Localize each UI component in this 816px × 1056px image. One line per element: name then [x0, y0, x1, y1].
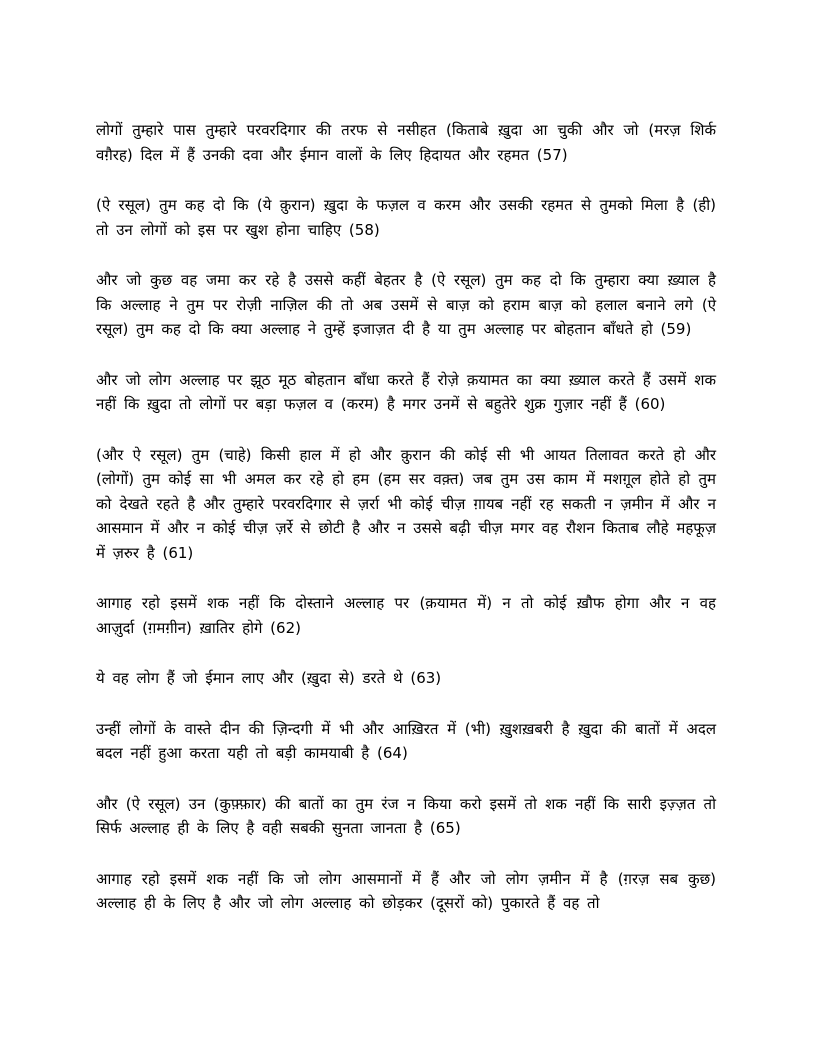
verse-paragraph-66-partial: आगाह रहो इसमें शक नहीं कि जो लोग आसमानों में हैं और जो लोग ज़मीन में है (ग़रज़ सब कुछ) अल्लाह ही के लिए है और जो लोग अल्लाह को छोड़कर (दूसरों को) पुकारते हैं वह तो [96, 869, 716, 912]
verse-paragraph-65: और (ऐ रसूल) उन (कुफ़्फ़ार) की बातों का तुम रंज न किया करो इसमें तो शक नहीं कि सारी इज़्ज़त तो सिर्फ अल्लाह ही के लिए है वही सबकी सुनता जानता है (65) [96, 794, 716, 837]
verse-paragraph-62: आगाह रहो इसमें शक नहीं कि दोस्ताने अल्लाह पर (क़यामत में) न तो कोई ख़ौफ होगा और न वह आज़ुर्दा (ग़मग़ीन) ख़ातिर होगे (62) [96, 594, 716, 637]
verse-paragraph-64: उन्हीं लोगों के वास्ते दीन की ज़िन्दगी में भी और आख़िरत में (भी) ख़ुशख़बरी है ख़ुदा की बातों में अदल बदल नहीं हुआ करता यही तो बड़ी कामयाबी है (64) [96, 719, 716, 762]
verse-paragraph-61: (और ऐ रसूल) तुम (चाहे) किसी हाल में हो और क़ुरान की कोई सी भी आयत तिलावत करते हो और (लोगों) तुम कोई सा भी अमल कर रहे हो हम (हम सर वक़्त) जब तुम उस काम में मशग़ूल होते हो तुम को देखते रहते है और तुम्हारे परवरदिगार से ज़र्रा भी कोई चीज़ ग़ायब नहीं रह सकती न ज़मीन में और न आसमान में और न कोई चीज़ ज़र्रे से छोटी है और न उससे बढ़ी चीज़ मगर वह रौशन किताब लौहे महफूज़ में ज़रुर है (61) [96, 445, 716, 562]
verse-paragraph-58: (ऐ रसूल) तुम कह दो कि (ये क़ुरान) ख़ुदा के फज़ल व करम और उसकी रहमत से तुमको मिला है (ही) तो उन लोगों को इस पर खुश होना चाहिए (58) [96, 196, 716, 239]
document-body [96, 118, 716, 942]
verse-paragraph-63: ये वह लोग हैं जो ईमान लाए और (ख़ुदा से) डरते थे (63) [96, 669, 442, 687]
verse-paragraph-60: और जो लोग अल्लाह पर झूठ मूठ बोहतान बाँधा करते हैं रोज़े क़यामत का क्या ख़्याल करते हैं उसमें शक नहीं कि ख़ुदा तो लोगों पर बड़ा फज़ल व (करम) है मगर उनमें से बहुतेरे शुक्र गुज़ार नहीं हैं (60) [96, 370, 716, 413]
verse-paragraph-59: और जो कुछ वह जमा कर रहे है उससे कहीं बेहतर है (ऐ रसूल) तुम कह दो कि तुम्हारा क्या ख़्याल है कि अल्लाह ने तुम पर रोज़ी नाज़िल की तो अब उसमें से बाज़ को हराम बाज़ को हलाल बनाने लगे (ऐ रसूल) तुम कह दो कि क्या अल्लाह ने तुम्हें इजाज़त दी है या तुम अल्लाह पर बोहतान बाँधते हो (59) [96, 271, 716, 338]
verse-paragraph-57: लोगों तुम्हारे पास तुम्हारे परवरदिगार की तरफ से नसीहत (किताबे ख़ुदा आ चुकी और जो (मरज़ शिर्क वग़ैरह) दिल में हैं उनकी दवा और ईमान वालों के लिए हिदायत और रहमत (57) [96, 121, 716, 164]
